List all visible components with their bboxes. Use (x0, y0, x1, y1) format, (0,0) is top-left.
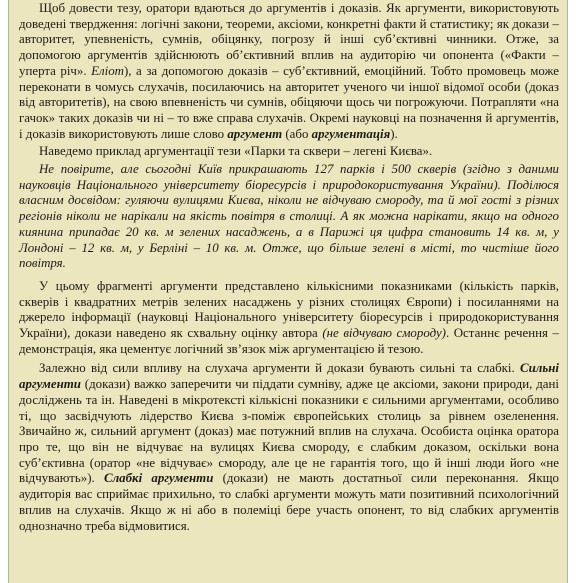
intro-text: Щоб довести тезу, оратори вдаються до аргументів і доказів. Як аргументи, використовують доведені твердження: логічні закони, теореми, аксіоми, конкретні факти й статистику; як докази – авторитет, упевненість, сумнів, обіцянку, погрозу й інші суб’єктивні чинники. Отже, за допомогою аргументів здійснюють об’єктивний вплив на аудиторію чи опонента («Факти – уперта річ». (19, 1, 559, 78)
intro-text-end: ). (390, 126, 398, 141)
strength-text: Залежно від сили впливу на слухача аргументи й докази бувають сильні та слабкі. (39, 361, 520, 376)
example-intro: Наведемо приклад аргументації тези «Парки та сквери – легені Києва». (39, 144, 433, 159)
quote-author: Еліот (91, 63, 124, 78)
strength-text-cont: (докази) важко заперечити чи піддати сумніву, адже це аксіоми, закони природи, дані досліджень та ін. Наведені в мікротексті кількісні показники є сильними аргументами, особливо ті, що засвідчують лідерство Києва з-поміж європейських столиць за рівнем озеленення. Звичайно ж, сильний аргумент (доказ) має потужний вплив на слухача. Особиста оцінка оратора про те, що він не відчуває на вулицях Києва смороду, є слабким доказом, оскільки вона суб’єктивна (оратор «не відчуває» смороду, але це не гарантія того, що й інші люди його «не відчувають»). (19, 377, 559, 486)
term-argumentation: аргументація (311, 126, 391, 141)
analysis-text: У цьому фрагменті аргументи представлено кількісними показниками (кількість парків, скверів і квадратних метрів зелених насаджень у різних столицях Європи) і посиланнями на джерело інформації (науковці Національного університету біоресурсів і природокористування України), докази наведено як схвальну оцінку автора (19, 278, 559, 341)
intro-paragraph (19, 1, 559, 142)
example-quote: Не повірите, але сьогодні Київ прикрашають 127 парків і 500 скверів (згідно з даними науковців Національного університету біоресурсів і природокористування України). Поділюся власним досвідом: гуляючи вулицями Києва, ніколи не відчуваю смороду, та й мої гості з різних регіонів ніколи не нарікали на якість повітря в столиці. А як можна нарікати, якщо на одного киянина припадає 20 кв. м зелених насаджень, а в Парижі ця цифра становить 14 кв. м, у Лондоні – 12 кв. м, у Берліні – 10 кв. м. Отже, що більше зелені в місті, то чистіше його повітря. (19, 162, 559, 271)
analysis-quote: (не відчуваю смороду) (322, 326, 446, 341)
strength-text-end: (докази) не мають достатньої сили переконання. Якщо аудиторія вас сприймає прихильно, то слабкі аргументи можуть мати позитивний психологічний вплив на слухачів. Якщо ж ні або в полеміці бере участь опонент, то від слабких аргументів однозначно треба відмовитися. (19, 471, 560, 533)
intro-text-or: (або (282, 126, 312, 141)
intro-text-cont: ), а за допомогою доказів – суб’єктивний, емоційний. Тобто промовець може переконати в чомусь слухачів, посилаючись на авторитет ученого чи іншої відомої особи (доказ від авторитетів), на свою впевненість чи сумнів, обіцяючи щось чи погрожуючи. Потрапляти «на гачок» таких доказів чи ні – то вже справа слухачів. Окремі науковці на позначення й аргументів, і доказів використовують лише слово (19, 63, 559, 141)
analysis-paragraph (19, 279, 559, 358)
analysis-text-end: . Останнє речення – демонстрація, яка цементує логічний зв’язок між аргументацією й тезою. (19, 326, 559, 356)
term-argument: аргумент (227, 126, 283, 141)
term-weak-arguments: Слабкі аргументи (103, 471, 214, 486)
strength-paragraph (19, 361, 559, 534)
textbook-page (8, 0, 568, 583)
term-strong-arguments: Сильні аргументи (19, 361, 559, 392)
